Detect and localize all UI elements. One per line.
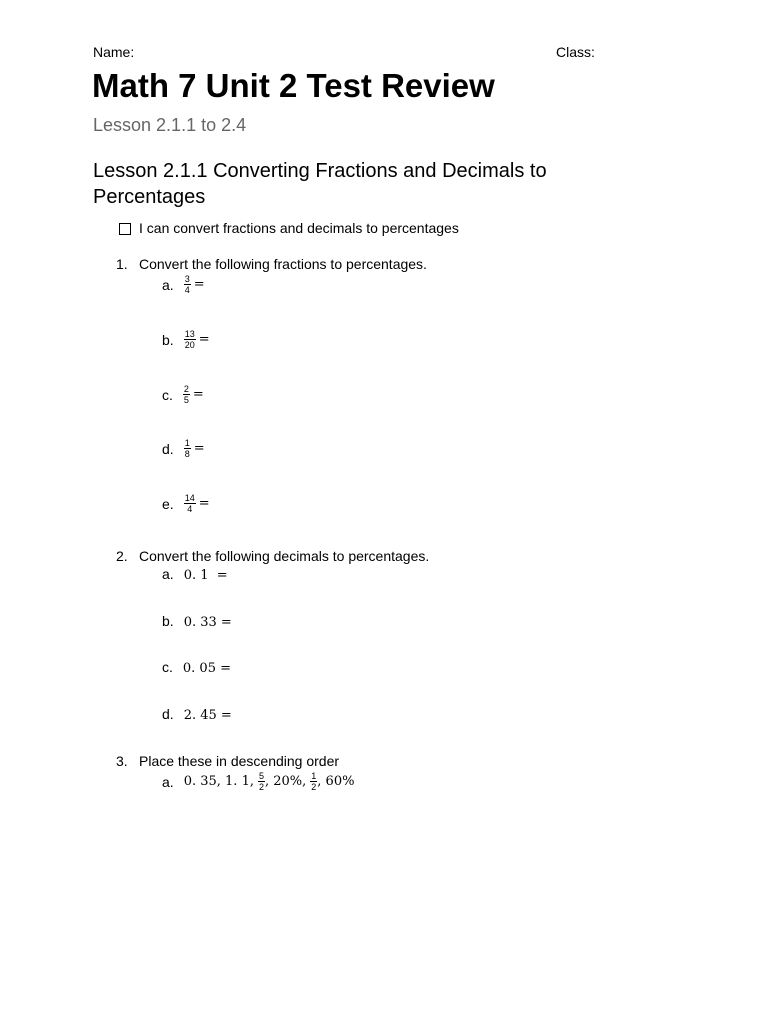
question-3-item-a	[162, 771, 354, 792]
section-heading: Lesson 2.1.1 Converting Fractions and Decimals to Percentages	[93, 160, 547, 208]
denominator: 4	[184, 285, 190, 295]
item-letter: a.	[162, 566, 174, 582]
denominator: 4	[187, 504, 193, 514]
numerator: 2	[183, 384, 189, 394]
decimal-list-part-3: , 60%	[317, 774, 355, 789]
numerator: 13	[184, 329, 195, 339]
question-1-item-a	[162, 274, 205, 295]
class-label: Class:	[556, 44, 595, 60]
denominator: 2	[311, 782, 317, 792]
denominator: 8	[184, 449, 190, 459]
item-letter: b.	[162, 613, 174, 629]
question-2-text: Convert the following decimals to percentages.	[139, 548, 430, 564]
equals-sign: =	[198, 332, 210, 347]
objective-text: I can convert fractions and decimals to percentages	[139, 220, 459, 236]
item-letter: d.	[162, 440, 174, 457]
question-3-number: 3.	[116, 753, 128, 769]
item-letter: a.	[162, 276, 174, 293]
equals-sign: =	[198, 496, 210, 511]
item-letter: b.	[162, 331, 174, 348]
item-letter: c.	[162, 386, 173, 403]
page-subtitle: Lesson 2.1.1 to 2.4	[93, 115, 247, 135]
question-2-item-b	[162, 613, 232, 631]
question-1-item-e	[162, 493, 210, 514]
item-letter: a.	[162, 773, 174, 790]
question-1-text: Convert the following fractions to percentages.	[139, 256, 427, 272]
objective-checkbox[interactable]	[119, 223, 131, 235]
denominator: 20	[184, 340, 195, 350]
item-letter: e.	[162, 495, 174, 512]
numerator: 14	[184, 493, 195, 503]
decimal-expression: 2. 45 =	[183, 708, 232, 723]
denominator: 2	[258, 782, 264, 792]
numerator: 1	[311, 771, 317, 781]
numerator: 1	[184, 438, 190, 448]
item-letter: d.	[162, 706, 174, 722]
fraction	[184, 438, 191, 459]
question-1-item-b	[162, 329, 210, 350]
fraction	[184, 329, 196, 350]
question-1-number: 1.	[116, 256, 128, 272]
question-2-number: 2.	[116, 548, 128, 564]
fraction	[184, 274, 191, 295]
fraction	[183, 384, 190, 405]
question-1-item-d	[162, 438, 205, 459]
fraction	[258, 771, 265, 792]
decimal-expression: 0. 05 =	[182, 661, 231, 676]
equals-sign: =	[193, 441, 205, 456]
question-1-item-c	[162, 384, 204, 405]
equals-sign: =	[193, 277, 205, 292]
question-2-item-d	[162, 706, 232, 724]
page-title: Math 7 Unit 2 Test Review	[92, 67, 495, 104]
fraction	[184, 493, 196, 514]
name-label: Name:	[93, 44, 135, 60]
decimal-list-part-1: 0. 35, 1. 1,	[183, 774, 254, 789]
numerator: 5	[258, 771, 264, 781]
numerator: 3	[184, 274, 190, 284]
decimal-expression: 0. 33 =	[183, 615, 232, 630]
question-2-item-a	[162, 566, 228, 584]
decimal-expression: 0. 1 =	[183, 568, 228, 583]
denominator: 5	[183, 395, 189, 405]
question-3-text: Place these in descending order	[139, 753, 340, 769]
decimal-list-part-2: , 20%,	[264, 774, 307, 789]
item-letter: c.	[162, 659, 173, 675]
question-2-item-c	[162, 659, 231, 677]
equals-sign: =	[192, 387, 204, 402]
